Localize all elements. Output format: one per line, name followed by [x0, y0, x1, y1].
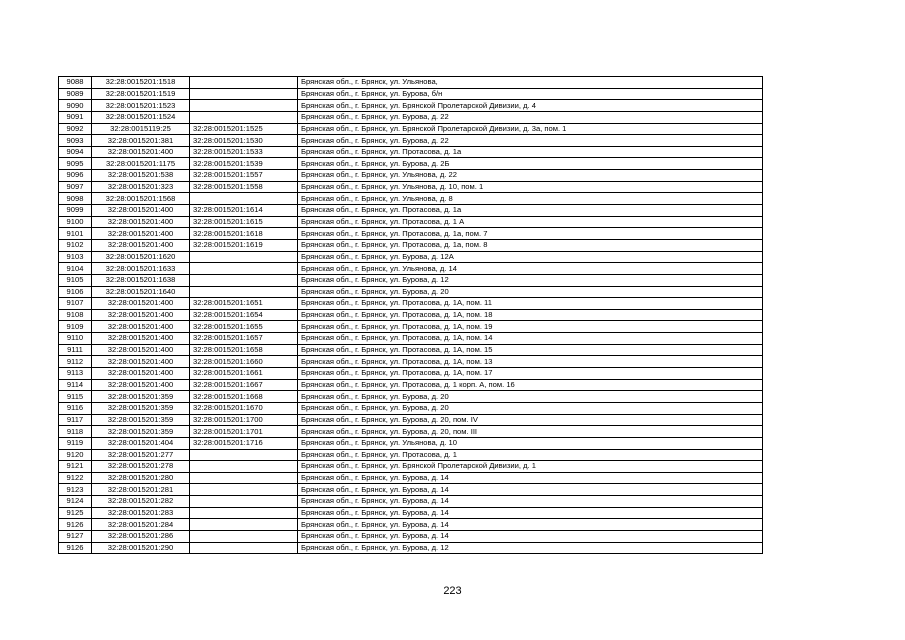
related-cadastral-number-cell: 32:28:0015201:1667	[190, 379, 298, 391]
cadastral-number-cell: 32:28:0015201:277	[92, 449, 190, 461]
cadastral-number-cell: 32:28:0015201:400	[92, 379, 190, 391]
cadastral-number-cell: 32:28:0015201:1524	[92, 111, 190, 123]
related-cadastral-number-cell: 32:28:0015201:1660	[190, 356, 298, 368]
address-cell: Брянская обл., г. Брянск, ул. Бурова, д. 12	[298, 542, 763, 554]
cadastral-number-cell: 32:28:0015201:1523	[92, 100, 190, 112]
related-cadastral-number-cell: 32:28:0015201:1701	[190, 426, 298, 438]
row-number-cell: 9109	[59, 321, 92, 333]
row-number-cell: 9091	[59, 111, 92, 123]
row-number-cell: 9102	[59, 239, 92, 251]
table-row	[59, 530, 763, 542]
related-cadastral-number-cell: 32:28:0015201:1525	[190, 123, 298, 135]
row-number-cell: 9119	[59, 437, 92, 449]
row-number-cell: 9103	[59, 251, 92, 263]
related-cadastral-number-cell: 32:28:0015201:1619	[190, 239, 298, 251]
table-row	[59, 88, 763, 100]
address-cell: Брянская обл., г. Брянск, ул. Бурова, д. 20, пом. IV	[298, 414, 763, 426]
table-row	[59, 379, 763, 391]
related-cadastral-number-cell: 32:28:0015201:1700	[190, 414, 298, 426]
address-cell: Брянская обл., г. Брянск, ул. Протасова, д. 1А, пом. 19	[298, 321, 763, 333]
address-cell: Брянская обл., г. Брянск, ул. Бурова, д. 12А	[298, 251, 763, 263]
address-cell: Брянская обл., г. Брянск, ул. Бурова, д. 20, пом. III	[298, 426, 763, 438]
table-row	[59, 111, 763, 123]
table-row	[59, 496, 763, 508]
table-row	[59, 146, 763, 158]
address-cell: Брянская обл., г. Брянск, ул. Бурова, д. 20	[298, 402, 763, 414]
cadastral-number-cell: 32:28:0015201:1518	[92, 77, 190, 89]
table-row	[59, 77, 763, 89]
row-number-cell: 9125	[59, 507, 92, 519]
table-row	[59, 484, 763, 496]
related-cadastral-number-cell: 32:28:0015201:1654	[190, 309, 298, 321]
related-cadastral-number-cell	[190, 507, 298, 519]
cadastral-number-cell: 32:28:0015201:284	[92, 519, 190, 531]
registry-table-body	[59, 77, 763, 554]
row-number-cell: 9096	[59, 170, 92, 182]
cadastral-number-cell: 32:28:0015201:359	[92, 402, 190, 414]
row-number-cell: 9106	[59, 286, 92, 298]
cadastral-number-cell: 32:28:0015201:400	[92, 239, 190, 251]
row-number-cell: 9100	[59, 216, 92, 228]
cadastral-number-cell: 32:28:0015201:400	[92, 333, 190, 345]
related-cadastral-number-cell	[190, 286, 298, 298]
table-row	[59, 449, 763, 461]
address-cell: Брянская обл., г. Брянск, ул. Протасова, д. 1а, пом. 7	[298, 228, 763, 240]
row-number-cell: 9088	[59, 77, 92, 89]
table-row	[59, 228, 763, 240]
table-row	[59, 298, 763, 310]
cadastral-number-cell: 32:28:0015201:359	[92, 391, 190, 403]
address-cell: Брянская обл., г. Брянск, ул. Протасова, д. 1 А	[298, 216, 763, 228]
cadastral-number-cell: 32:28:0015201:381	[92, 135, 190, 147]
table-row	[59, 321, 763, 333]
registry-table	[58, 76, 763, 554]
row-number-cell: 9126	[59, 519, 92, 531]
address-cell: Брянская обл., г. Брянск, ул. Бурова, д. 14	[298, 519, 763, 531]
related-cadastral-number-cell	[190, 449, 298, 461]
address-cell: Брянская обл., г. Брянск, ул. Протасова, д. 1 корп. А, пом. 16	[298, 379, 763, 391]
address-cell: Брянская обл., г. Брянск, ул. Бурова, д. 22	[298, 135, 763, 147]
related-cadastral-number-cell: 32:28:0015201:1661	[190, 368, 298, 380]
cadastral-number-cell: 32:28:0015201:1175	[92, 158, 190, 170]
address-cell: Брянская обл., г. Брянск, ул. Ульянова, д. 10, пом. 1	[298, 181, 763, 193]
row-number-cell: 9116	[59, 402, 92, 414]
address-cell: Брянская обл., г. Брянск, ул. Протасова, д. 1А, пом. 18	[298, 309, 763, 321]
address-cell: Брянская обл., г. Брянск, ул. Бурова, б/н	[298, 88, 763, 100]
row-number-cell: 9118	[59, 426, 92, 438]
row-number-cell: 9112	[59, 356, 92, 368]
table-row	[59, 356, 763, 368]
table-row	[59, 274, 763, 286]
address-cell: Брянская обл., г. Брянск, ул. Протасова, д. 1А, пом. 11	[298, 298, 763, 310]
row-number-cell: 9110	[59, 333, 92, 345]
row-number-cell: 9092	[59, 123, 92, 135]
row-number-cell: 9105	[59, 274, 92, 286]
row-number-cell: 9108	[59, 309, 92, 321]
related-cadastral-number-cell	[190, 472, 298, 484]
table-row	[59, 100, 763, 112]
related-cadastral-number-cell: 32:28:0015201:1533	[190, 146, 298, 158]
related-cadastral-number-cell	[190, 251, 298, 263]
related-cadastral-number-cell: 32:28:0015201:1558	[190, 181, 298, 193]
related-cadastral-number-cell: 32:28:0015201:1557	[190, 170, 298, 182]
table-row	[59, 309, 763, 321]
row-number-cell: 9124	[59, 496, 92, 508]
cadastral-number-cell: 32:28:0015201:400	[92, 321, 190, 333]
address-cell: Брянская обл., г. Брянск, ул. Бурова, д. 2Б	[298, 158, 763, 170]
row-number-cell: 9121	[59, 461, 92, 473]
row-number-cell: 9111	[59, 344, 92, 356]
related-cadastral-number-cell	[190, 77, 298, 89]
row-number-cell: 9115	[59, 391, 92, 403]
table-row	[59, 239, 763, 251]
cadastral-number-cell: 32:28:0015201:538	[92, 170, 190, 182]
cadastral-number-cell: 32:28:0015201:281	[92, 484, 190, 496]
table-row	[59, 181, 763, 193]
related-cadastral-number-cell: 32:28:0015201:1670	[190, 402, 298, 414]
cadastral-number-cell: 32:28:0015201:1640	[92, 286, 190, 298]
cadastral-number-cell: 32:28:0015201:400	[92, 309, 190, 321]
row-number-cell: 9126	[59, 542, 92, 554]
row-number-cell: 9094	[59, 146, 92, 158]
cadastral-number-cell: 32:28:0015201:400	[92, 356, 190, 368]
address-cell: Брянская обл., г. Брянск, ул. Протасова, д. 1А, пом. 13	[298, 356, 763, 368]
table-row	[59, 135, 763, 147]
cadastral-number-cell: 32:28:0015201:400	[92, 368, 190, 380]
cadastral-number-cell: 32:28:0015201:280	[92, 472, 190, 484]
cadastral-number-cell: 32:28:0015201:286	[92, 530, 190, 542]
address-cell: Брянская обл., г. Брянск, ул. Брянской Пролетарской Дивизии, д. 3а, пом. 1	[298, 123, 763, 135]
row-number-cell: 9098	[59, 193, 92, 205]
row-number-cell: 9114	[59, 379, 92, 391]
related-cadastral-number-cell: 32:28:0015201:1651	[190, 298, 298, 310]
table-row	[59, 251, 763, 263]
cadastral-number-cell: 32:28:0015201:404	[92, 437, 190, 449]
address-cell: Брянская обл., г. Брянск, ул. Бурова, д. 14	[298, 484, 763, 496]
row-number-cell: 9089	[59, 88, 92, 100]
cadastral-number-cell: 32:28:0015201:400	[92, 344, 190, 356]
cadastral-number-cell: 32:28:0015201:1519	[92, 88, 190, 100]
table-row	[59, 193, 763, 205]
cadastral-number-cell: 32:28:0015201:290	[92, 542, 190, 554]
table-row	[59, 368, 763, 380]
address-cell: Брянская обл., г. Брянск, ул. Бурова, д. 20	[298, 391, 763, 403]
table-row	[59, 205, 763, 217]
address-cell: Брянская обл., г. Брянск, ул. Бурова, д. 20	[298, 286, 763, 298]
cadastral-number-cell: 32:28:0015201:1633	[92, 263, 190, 275]
cadastral-number-cell: 32:28:0015201:282	[92, 496, 190, 508]
address-cell: Брянская обл., г. Брянск, ул. Протасова, д. 1А, пом. 14	[298, 333, 763, 345]
cadastral-number-cell: 32:28:0015201:278	[92, 461, 190, 473]
table-row	[59, 170, 763, 182]
related-cadastral-number-cell	[190, 530, 298, 542]
related-cadastral-number-cell	[190, 100, 298, 112]
related-cadastral-number-cell	[190, 496, 298, 508]
related-cadastral-number-cell	[190, 542, 298, 554]
address-cell: Брянская обл., г. Брянск, ул. Бурова, д. 22	[298, 111, 763, 123]
related-cadastral-number-cell	[190, 461, 298, 473]
table-row	[59, 333, 763, 345]
row-number-cell: 9117	[59, 414, 92, 426]
address-cell: Брянская обл., г. Брянск, ул. Протасова, д. 1а	[298, 146, 763, 158]
row-number-cell: 9095	[59, 158, 92, 170]
address-cell: Брянская обл., г. Брянск, ул. Бурова, д. 14	[298, 507, 763, 519]
table-row	[59, 437, 763, 449]
table-row	[59, 414, 763, 426]
related-cadastral-number-cell: 32:28:0015201:1539	[190, 158, 298, 170]
row-number-cell: 9101	[59, 228, 92, 240]
address-cell: Брянская обл., г. Брянск, ул. Протасова, д. 1а	[298, 205, 763, 217]
row-number-cell: 9104	[59, 263, 92, 275]
table-row	[59, 286, 763, 298]
related-cadastral-number-cell	[190, 263, 298, 275]
table-row	[59, 216, 763, 228]
related-cadastral-number-cell: 32:28:0015201:1668	[190, 391, 298, 403]
table-row	[59, 519, 763, 531]
cadastral-number-cell: 32:28:0015201:323	[92, 181, 190, 193]
address-cell: Брянская обл., г. Брянск, ул. Брянской Пролетарской Дивизии, д. 1	[298, 461, 763, 473]
address-cell: Брянская обл., г. Брянск, ул. Ульянова,	[298, 77, 763, 89]
row-number-cell: 9099	[59, 205, 92, 217]
table-row	[59, 507, 763, 519]
related-cadastral-number-cell	[190, 274, 298, 286]
related-cadastral-number-cell: 32:28:0015201:1615	[190, 216, 298, 228]
address-cell: Брянская обл., г. Брянск, ул. Протасова, д. 1а, пом. 8	[298, 239, 763, 251]
address-cell: Брянская обл., г. Брянск, ул. Протасова, д. 1А, пом. 17	[298, 368, 763, 380]
address-cell: Брянская обл., г. Брянск, ул. Протасова, д. 1	[298, 449, 763, 461]
address-cell: Брянская обл., г. Брянск, ул. Бурова, д. 14	[298, 496, 763, 508]
cadastral-number-cell: 32:28:0015201:1620	[92, 251, 190, 263]
cadastral-number-cell: 32:28:0015119:25	[92, 123, 190, 135]
address-cell: Брянская обл., г. Брянск, ул. Брянской Пролетарской Дивизии, д. 4	[298, 100, 763, 112]
related-cadastral-number-cell: 32:28:0015201:1657	[190, 333, 298, 345]
row-number-cell: 9093	[59, 135, 92, 147]
related-cadastral-number-cell	[190, 88, 298, 100]
row-number-cell: 9122	[59, 472, 92, 484]
table-row	[59, 542, 763, 554]
address-cell: Брянская обл., г. Брянск, ул. Бурова, д. 14	[298, 472, 763, 484]
related-cadastral-number-cell: 32:28:0015201:1658	[190, 344, 298, 356]
related-cadastral-number-cell: 32:28:0015201:1655	[190, 321, 298, 333]
table-row	[59, 402, 763, 414]
address-cell: Брянская обл., г. Брянск, ул. Ульянова, д. 22	[298, 170, 763, 182]
table-row	[59, 461, 763, 473]
cadastral-number-cell: 32:28:0015201:359	[92, 426, 190, 438]
related-cadastral-number-cell	[190, 193, 298, 205]
page-number: 223	[443, 585, 462, 597]
table-row	[59, 391, 763, 403]
row-number-cell: 9127	[59, 530, 92, 542]
table-row	[59, 344, 763, 356]
table-row	[59, 123, 763, 135]
row-number-cell: 9097	[59, 181, 92, 193]
table-row	[59, 158, 763, 170]
table-row	[59, 263, 763, 275]
related-cadastral-number-cell	[190, 519, 298, 531]
row-number-cell: 9113	[59, 368, 92, 380]
cadastral-number-cell: 32:28:0015201:400	[92, 216, 190, 228]
cadastral-number-cell: 32:28:0015201:283	[92, 507, 190, 519]
cadastral-number-cell: 32:28:0015201:359	[92, 414, 190, 426]
row-number-cell: 9107	[59, 298, 92, 310]
address-cell: Брянская обл., г. Брянск, ул. Бурова, д. 14	[298, 530, 763, 542]
address-cell: Брянская обл., г. Брянск, ул. Ульянова, д. 8	[298, 193, 763, 205]
row-number-cell: 9120	[59, 449, 92, 461]
table-row	[59, 426, 763, 438]
related-cadastral-number-cell: 32:28:0015201:1614	[190, 205, 298, 217]
row-number-cell: 9123	[59, 484, 92, 496]
table-row	[59, 472, 763, 484]
cadastral-number-cell: 32:28:0015201:400	[92, 146, 190, 158]
cadastral-number-cell: 32:28:0015201:400	[92, 298, 190, 310]
address-cell: Брянская обл., г. Брянск, ул. Бурова, д. 12	[298, 274, 763, 286]
related-cadastral-number-cell	[190, 484, 298, 496]
row-number-cell: 9090	[59, 100, 92, 112]
cadastral-number-cell: 32:28:0015201:1568	[92, 193, 190, 205]
address-cell: Брянская обл., г. Брянск, ул. Ульянова, д. 14	[298, 263, 763, 275]
cadastral-number-cell: 32:28:0015201:400	[92, 205, 190, 217]
address-cell: Брянская обл., г. Брянск, ул. Ульянова, д. 10	[298, 437, 763, 449]
cadastral-number-cell: 32:28:0015201:400	[92, 228, 190, 240]
related-cadastral-number-cell: 32:28:0015201:1716	[190, 437, 298, 449]
related-cadastral-number-cell: 32:28:0015201:1530	[190, 135, 298, 147]
address-cell: Брянская обл., г. Брянск, ул. Протасова, д. 1А, пом. 15	[298, 344, 763, 356]
cadastral-number-cell: 32:28:0015201:1638	[92, 274, 190, 286]
related-cadastral-number-cell	[190, 111, 298, 123]
related-cadastral-number-cell: 32:28:0015201:1618	[190, 228, 298, 240]
